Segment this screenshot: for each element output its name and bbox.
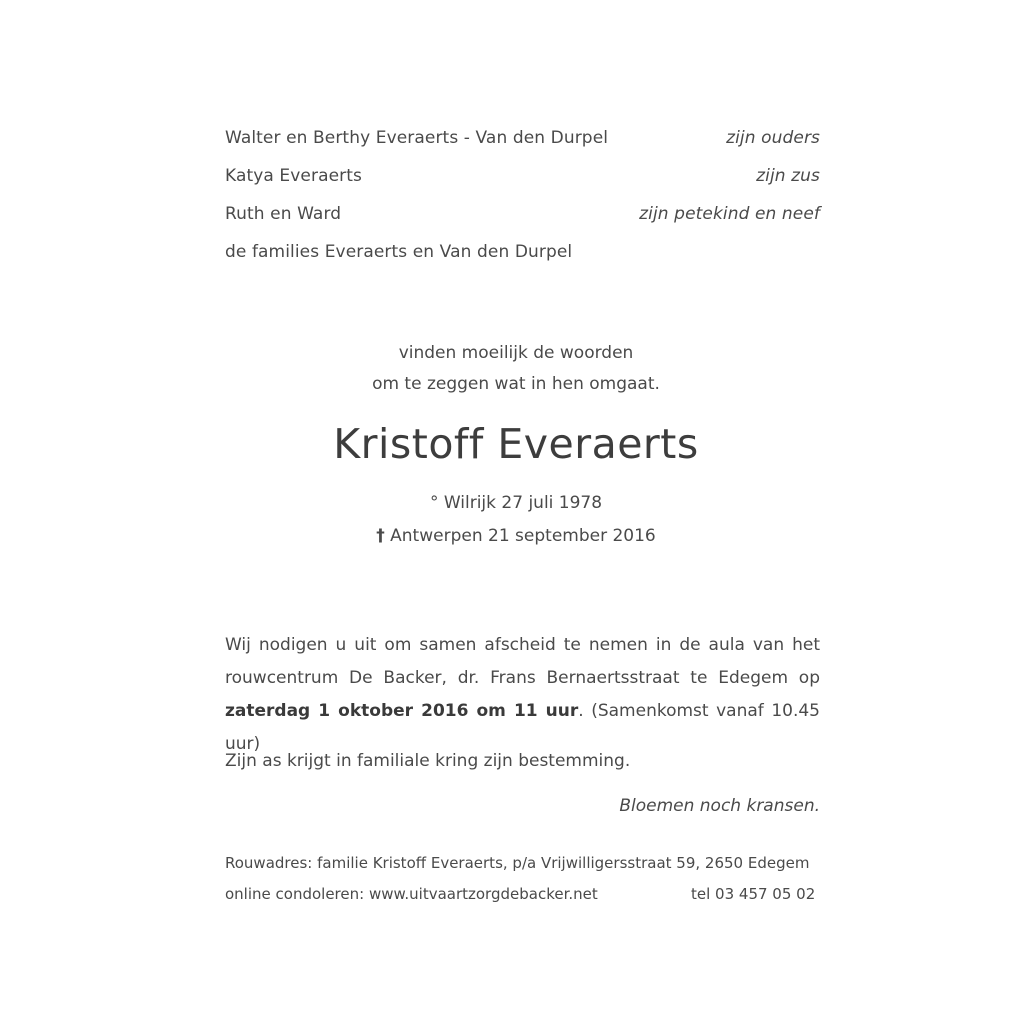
flowers-text: Bloemen noch kransen. — [619, 796, 820, 816]
death-text: Antwerpen 21 september 2016 — [390, 526, 656, 546]
deceased-name: Kristoff Everaerts — [333, 420, 699, 468]
family-relation: zijn petekind en neef — [639, 204, 820, 224]
cremation-text: Zijn as krijgt in familiale kring zijn bestemming. — [225, 751, 631, 771]
invitation-date-bold: zaterdag 1 oktober 2016 om 11 uur — [225, 701, 579, 721]
family-row-parents — [225, 128, 820, 148]
birth-line: ° Wilrijk 27 juli 1978 — [429, 493, 603, 513]
family-name: de families Everaerts en Van den Durpel — [225, 242, 573, 262]
invitation-text-after: . (Samenkomst vanaf 10.45 uur) — [225, 701, 820, 754]
family-row-godchild — [225, 204, 820, 224]
family-relation: zijn ouders — [726, 128, 820, 148]
family-name: Ruth en Ward — [225, 204, 342, 224]
family-name: Walter en Berthy Everaerts - Van den Durpel — [225, 128, 609, 148]
invitation-paragraph — [225, 629, 820, 761]
family-name: Katya Everaerts — [225, 166, 362, 186]
intro-line-2: om te zeggen wat in hen omgaat. — [372, 374, 660, 394]
family-row-families — [225, 242, 820, 262]
death-line — [0, 526, 1032, 546]
family-relation: zijn zus — [756, 166, 820, 186]
footer-address: Rouwadres: familie Kristoff Everaerts, p/a Vrijwilligersstraat 59, 2650 Edegem — [225, 854, 810, 872]
footer-online: online condoleren: www.uitvaartzorgdebacker.net — [225, 885, 598, 903]
cross-symbol: † — [376, 526, 385, 546]
invitation-text-before: Wij nodigen u uit om samen afscheid te nemen in de aula van het rouwcentrum De Backer, dr. Frans Bernaertsstraat te Edegem op — [225, 635, 820, 688]
intro-line-1: vinden moeilijk de woorden — [398, 343, 634, 363]
family-row-sister — [225, 166, 820, 186]
footer-tel: tel 03 457 05 02 — [691, 885, 816, 903]
